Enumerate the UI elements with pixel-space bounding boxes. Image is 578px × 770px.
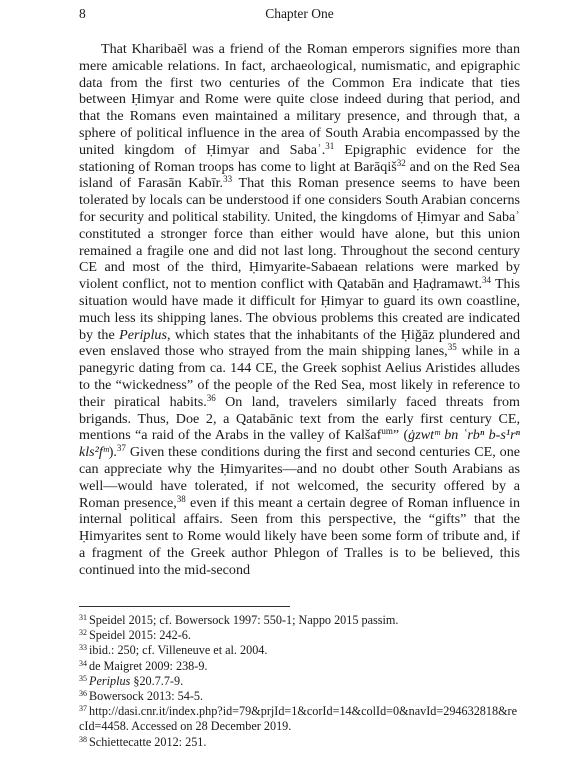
footnote-ref-36[interactable]: 36 bbox=[206, 392, 216, 403]
body-paragraph bbox=[79, 41, 520, 579]
footnote-ref-31[interactable]: 31 bbox=[325, 140, 335, 151]
footnote-number: 33 bbox=[79, 643, 87, 653]
body-text-span: while in a panegyric dating from ca. 144 CE, the Greek sophist Aelius Aristides alludes to the “wickedness” of the people of the Red Sea, most likely in reference to their piratical habits. bbox=[79, 343, 520, 410]
body-text-span: ). bbox=[108, 444, 117, 461]
footnote-italic-title: Periplus bbox=[89, 673, 131, 688]
footnote-ref-32[interactable]: 32 bbox=[396, 157, 406, 168]
body-text-span: Given these conditions during the first and second centuries CE, one can appreciate why the Ḥimyarites—and no doubt other South Arabians as well—would have tolerated, if not welcomed, the security offered by a Roman presence, bbox=[79, 444, 520, 511]
transliteration: ġzwtᵐ bn ʿrbⁿ b-s¹rⁿ kls²fᵐ bbox=[79, 427, 520, 461]
footnote-31 bbox=[79, 613, 520, 628]
footnote-36 bbox=[79, 689, 520, 704]
footnote-divider bbox=[79, 606, 290, 607]
body-text-span: This situation would have made it difficult for Ḥimyar to guard its own coastline, much less its shipping lanes. The obvious problems this created are indicated by the bbox=[79, 276, 520, 343]
running-head: Chapter One bbox=[265, 6, 334, 21]
footnote-38 bbox=[79, 735, 520, 750]
footnote-32 bbox=[79, 628, 520, 643]
footnote-number: 37 bbox=[79, 704, 87, 714]
body-text-span: even if this meant a certain degree of Roman influence in internal political affairs. Seen from this perspective, the “gifts” that the Ḥimyarites sent to Rome would likely have been some form of tribute and, if a fragment of the Greek author Phlegon of Tralles is to be believed, this continued into the mid-second bbox=[79, 494, 520, 578]
page-header bbox=[79, 6, 520, 24]
body-text-span: ” ( bbox=[392, 427, 409, 444]
body-text-span: and on the Red Sea island of Farasān Kabīr. bbox=[79, 158, 520, 192]
footnote-ref-33[interactable]: 33 bbox=[223, 174, 233, 185]
body-text-span: That Kharibaēl was a friend of the Roman emperors signifies more than mere amicable relations. In fact, archaeological, numismatic, and epigraphic data from the first two centuries of the Common Era indicate that ties between Ḥimyar and Rome were quite close indeed during that period, and that the Romans even maintained a military presence, and through that, a sphere of political influence in the area of South Arabia encompassed by the united kingdom of Ḥimyar and Sabaʾ. bbox=[79, 41, 520, 158]
superscript-um: um bbox=[381, 426, 393, 437]
footnotes-list bbox=[79, 613, 520, 750]
footnote-number: 36 bbox=[79, 689, 87, 699]
footnote-33 bbox=[79, 643, 520, 658]
body-text-span: , which states that the inhabitants of the Ḥiǧāz plundered and even enslaved those who strayed from the main shipping lanes, bbox=[79, 326, 520, 360]
footnote-ref-34[interactable]: 34 bbox=[482, 275, 492, 286]
footnote-34 bbox=[79, 659, 520, 674]
body-text-span: Epigraphic evidence for the stationing of Roman troops has come to light at Barāqiš bbox=[79, 141, 520, 175]
footnote-text: Speidel 2015; cf. Bowersock 1997: 550-1; Nappo 2015 passim. bbox=[89, 613, 399, 627]
footnote-number: 31 bbox=[79, 613, 87, 622]
footnote-url-text[interactable]: http://dasi.cnr.it/index.php?id=79&prjId=1&corId=14&colId=0&navId=294632818&recId=4458. Accessed on 28 December 2019. bbox=[79, 704, 518, 734]
periplus-title: Periplus bbox=[119, 326, 167, 343]
footnote-35 bbox=[79, 674, 520, 689]
body-text-span: That this Roman presence seems to have been tolerated by locals can be understood if one considers South Arabian concerns for security and political stability. United, the kingdoms of Ḥimyar and Sabaʾ constituted a stronger force than either would have alone, but this union remained a fragile one and did not last long. Throughout the second century CE and most of the third, Ḥimyarite-Sabaean relations were marked by violent conflict, not to mention conflict with Qatabān and Ḥaḍramawt. bbox=[79, 175, 521, 293]
body-text-span: On land, travelers similarly faced threats from brigands. Thus, Doe 2, a Qatabānic text from the early first century CE, mentions “a raid of the Arabs in the valley of Kalšaf bbox=[79, 393, 520, 444]
page-number: 8 bbox=[79, 6, 86, 21]
footnote-number: 34 bbox=[79, 658, 87, 668]
footnote-text: Bowersock 2013: 54-5. bbox=[89, 689, 204, 704]
footnote-text: de Maigret 2009: 238-9. bbox=[89, 658, 208, 673]
footnote-number: 32 bbox=[79, 628, 87, 638]
footnote-ref-35[interactable]: 35 bbox=[447, 342, 457, 353]
footnote-text: ibid.: 250; cf. Villeneuve et al. 2004. bbox=[89, 643, 268, 658]
footnote-number: 35 bbox=[79, 673, 87, 683]
footnote-number: 38 bbox=[79, 734, 87, 744]
footnote-37 bbox=[79, 704, 520, 734]
footnote-ref-37[interactable]: 37 bbox=[116, 443, 126, 454]
footnote-ref-38[interactable]: 38 bbox=[176, 493, 186, 504]
footnote-text: Schiettecatte 2012: 251. bbox=[89, 734, 207, 749]
footnote-text: Speidel 2015: 242-6. bbox=[89, 628, 191, 643]
footnote-text: §20.7.7-9. bbox=[130, 673, 184, 688]
